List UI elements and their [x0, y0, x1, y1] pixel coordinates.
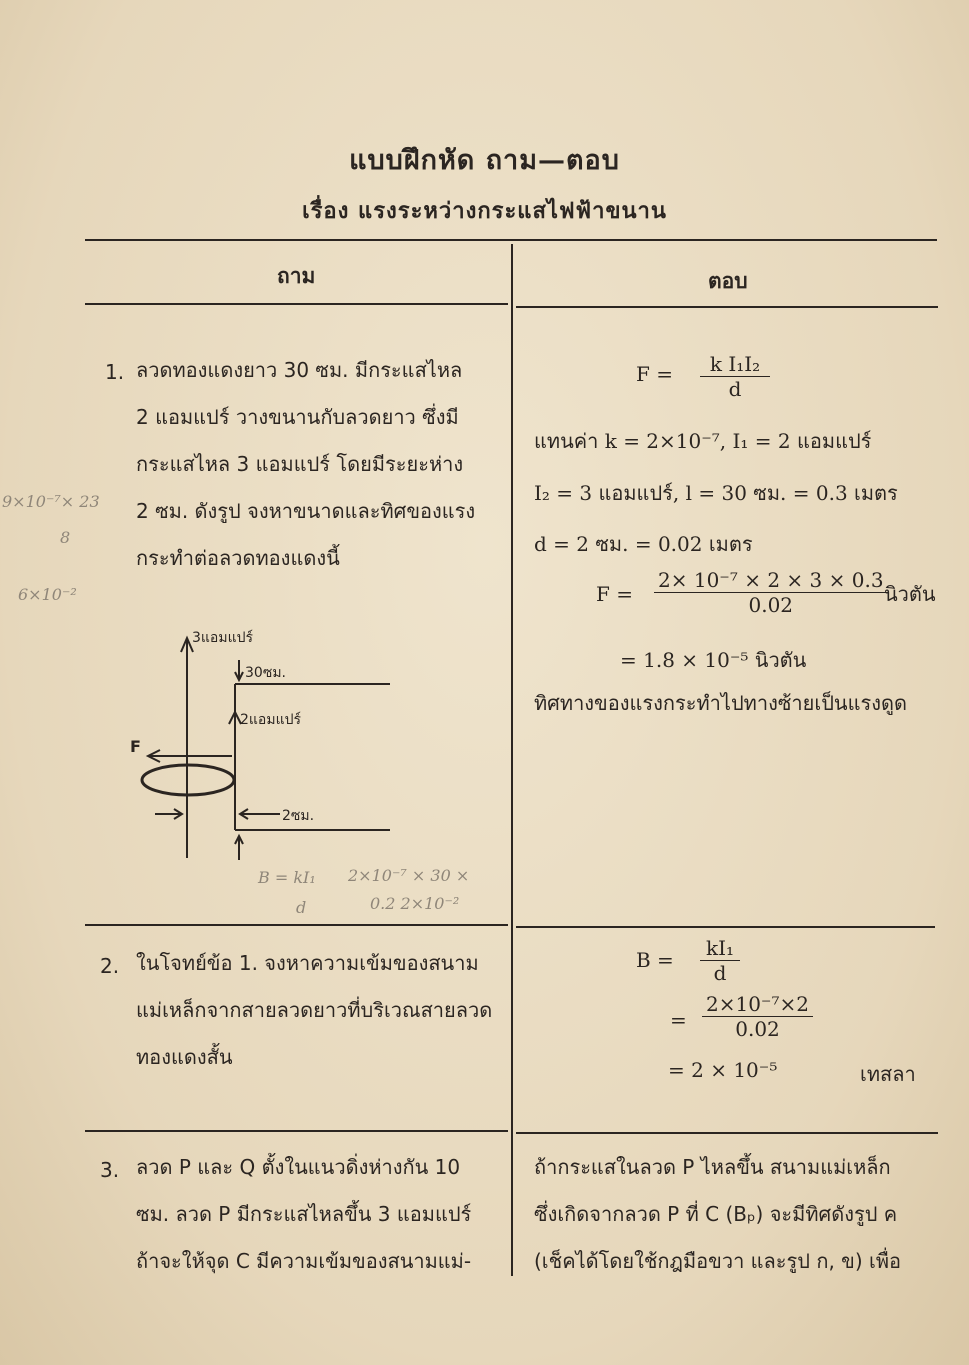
pencil-note-margin: 8: [60, 528, 71, 547]
answer-1-substitution-3: d = 2 ซม. = 0.02 เมตร: [534, 532, 753, 556]
answer-1-force-lhs: F =: [636, 362, 673, 386]
answer-2-result: = 2 × 10⁻⁵: [668, 1058, 778, 1082]
answer-2-field-formula: [700, 936, 740, 985]
fraction-numerator: 2× 10⁻⁷ × 2 × 3 × 0.3: [654, 568, 888, 593]
page-title: แบบฝึกหัด ถาม—ตอบ: [349, 145, 620, 176]
question-1-line: ลวดทองแดงยาว 30 ซม. มีกระแสไหล: [136, 358, 463, 382]
fraction-denominator: 0.02: [748, 593, 794, 617]
answer-1-substitution-2: I₂ = 3 แอมแปร์, l = 30 ซม. = 0.3 เมตร: [534, 481, 898, 505]
fraction-numerator: k I₁I₂: [700, 352, 770, 377]
pencil-note-formula: 2×10⁻⁷ × 30 ×: [348, 866, 470, 885]
row-rule-1-right: [516, 926, 935, 928]
label-2-cm: 2ซม.: [282, 808, 315, 824]
answer-3-line: ซึ่งเกิดจากลวด P ที่ C (Bₚ) จะมีทิศดังรูป ค: [534, 1202, 898, 1226]
question-3-text: [136, 1144, 471, 1285]
question-1-number: 1.: [105, 360, 125, 384]
answer-1-direction: ทิศทางของแรงกระทำไปทางซ้ายเป็นแรงดูด: [534, 691, 907, 715]
row-rule-2-left: [85, 1130, 508, 1132]
label-2-amp: 2แอมแปร์: [240, 712, 301, 728]
header-rule-right: [516, 306, 938, 308]
fraction-numerator: 2×10⁻⁷×2: [702, 992, 813, 1017]
label-force: F: [130, 737, 141, 756]
question-1-line: กระแสไหล 3 แอมแปร์ โดยมีระยะห่าง: [136, 452, 464, 476]
pencil-note-margin: 6×10⁻²: [18, 585, 77, 604]
answer-1-substitution-1: แทนค่า k = 2×10⁻⁷, I₁ = 2 แอมแปร์: [534, 429, 872, 453]
header-rule-left: [85, 303, 508, 305]
top-rule: [85, 239, 937, 241]
question-3-line: ลวด P และ Q ตั้งในแนวดิ่งห่างกัน 10: [136, 1155, 461, 1179]
question-3-line: ถ้าจะให้จุด C มีความเข้มของสนามแม่-: [136, 1249, 472, 1273]
answer-2-equals: =: [670, 1008, 687, 1032]
question-1-text: [136, 347, 475, 582]
fraction-denominator: 0.02: [735, 1017, 780, 1041]
answer-3-line: ถ้ากระแสในลวด P ไหลขึ้น สนามแม่เหล็ก: [534, 1155, 891, 1179]
answer-1-result: = 1.8 × 10⁻⁵ นิวตัน: [620, 648, 807, 672]
fraction-numerator: kI₁: [700, 936, 740, 961]
question-3-number: 3.: [100, 1158, 120, 1182]
answer-2-field-lhs: B =: [636, 948, 674, 972]
question-1-line: กระทำต่อลวดทองแดงนี้: [136, 546, 340, 570]
column-divider: [511, 244, 513, 1276]
column-header-answer: ตอบ: [708, 269, 748, 293]
label-30-cm: 30ซม.: [245, 665, 286, 681]
pencil-note-formula: B = kI₁: [258, 868, 316, 887]
answer-1-calc-unit: นิวตัน: [884, 582, 936, 606]
question-1-line: 2 แอมแปร์ วางขนานกับลวดยาว ซึ่งมี: [136, 405, 459, 429]
question-1-line: 2 ซม. ดังรูป จงหาขนาดและทิศของแรง: [136, 499, 476, 523]
answer-3-text: [534, 1144, 901, 1285]
question-2-text: [136, 940, 492, 1081]
pencil-note-margin: 9×10⁻⁷× 23: [2, 492, 100, 511]
answer-3-line: (เช็คได้โดยใช้กฎมือขวา และรูป ก, ข) เพื่อ: [534, 1249, 902, 1273]
row-rule-1-left: [85, 924, 508, 926]
column-header-question: ถาม: [277, 264, 316, 288]
pencil-note-formula: d: [296, 898, 307, 917]
question-2-line: ทองแดงสั้น: [136, 1045, 233, 1069]
answer-2-unit: เทสลา: [860, 1062, 916, 1086]
question-2-number: 2.: [100, 954, 120, 978]
question-3-line: ซม. ลวด P มีกระแสไหลขึ้น 3 แอมแปร์: [136, 1202, 472, 1226]
label-3-amp: 3แอมแปร์: [192, 630, 253, 646]
question-2-line: แม่เหล็กจากสายลวดยาวที่บริเวณสายลวด: [136, 998, 493, 1022]
pencil-note-formula: 0.2 2×10⁻²: [370, 894, 460, 913]
answer-1-force-formula: [700, 352, 770, 401]
fraction-denominator: d: [713, 961, 727, 985]
row-rule-2-right: [516, 1132, 938, 1134]
wire-force-diagram: [120, 620, 420, 870]
answer-1-calc-formula: [654, 568, 888, 617]
answer-1-calc-lhs: F =: [596, 582, 633, 606]
fraction-denominator: d: [728, 377, 742, 401]
page-subtitle: เรื่อง แรงระหว่างกระแสไฟฟ้าขนาน: [302, 198, 667, 224]
answer-2-step-formula: [702, 992, 813, 1041]
question-2-line: ในโจทย์ข้อ 1. จงหาความเข้มของสนาม: [136, 951, 479, 975]
